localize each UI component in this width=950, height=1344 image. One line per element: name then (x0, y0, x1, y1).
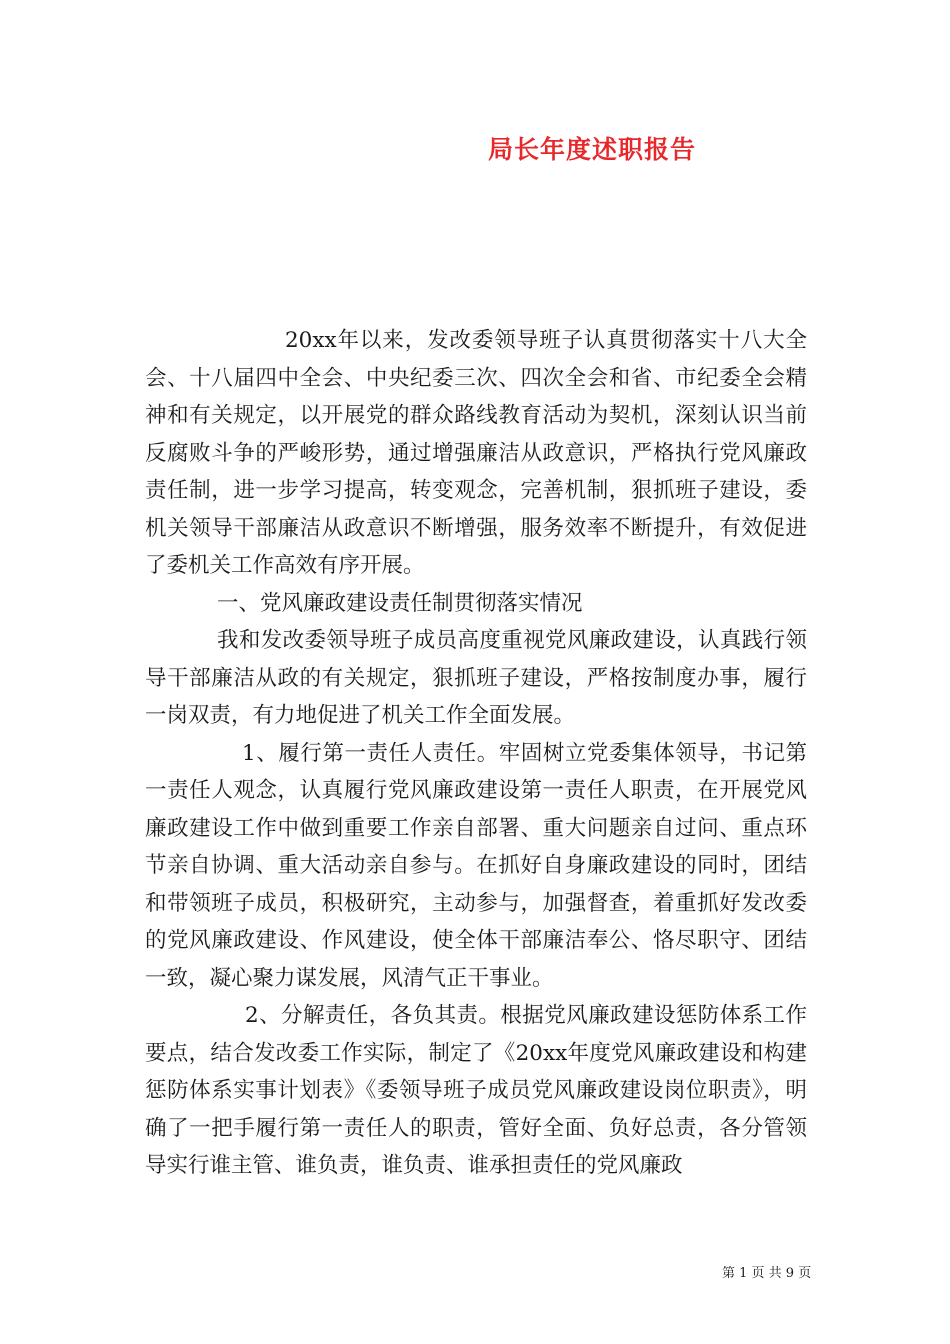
page-footer: 第 1 页 共 9 页 (722, 1266, 812, 1281)
document-title: 局长年度述职报告 (488, 135, 697, 164)
document-body (145, 322, 807, 1185)
paragraph-section-1: 我和发改委领导班子成员高度重视党风廉政建设，认真践行领导干部廉洁从政的有关规定，狠抓班子建设，严格按制度办事，履行一岗双责，有力地促进了机关工作全面发展。 (145, 628, 807, 728)
paragraph-item-2: 2、分解责任，各负其责。根据党风廉政建设惩防体系工作要点，结合发改委工作实际，制定了《20xx年度党风廉政建设和构建惩防体系实事计划表》《委领导班子成员党风廉政建设岗位职责》，明确了一把手履行第一责任人的职责，管好全面、负好总责，各分管领导实行谁主管、谁负责，谁负责、谁承担责任的党风廉政 (145, 1003, 807, 1178)
paragraph-item-1: 1、履行第一责任人责任。牢固树立党委集体领导，书记第一责任人观念，认真履行党风廉政建设第一责任人职责，在开展党风廉政建设工作中做到重要工作亲自部署、重大问题亲自过问、重点环节亲自协调、重大活动亲自参与。在抓好自身廉政建设的同时，团结和带领班子成员，积极研究，主动参与，加强督查，着重抓好发改委的党风廉政建设、作风建设，使全体干部廉洁奉公、恪尽职守、团结一致，凝心聚力谋发展，风清气正干事业。 (145, 740, 807, 991)
section-heading-1: 一、党风廉政建设责任制贯彻落实情况 (217, 590, 583, 616)
paragraph-intro: 20xx年以来，发改委领导班子认真贯彻落实十八大全会、十八届四中全会、中央纪委三次、四次全会和省、市纪委全会精神和有关规定，以开展党的群众路线教育活动为契机，深刻认识当前反腐败斗争的严峻形势，通过增强廉洁从政意识，严格执行党风廉政责任制，进一步学习提高，转变观念，完善机制，狠抓班子建设，委机关领导干部廉洁从政意识不断增强，服务效率不断提升，有效促进了委机关工作高效有序开展。 (145, 328, 807, 578)
